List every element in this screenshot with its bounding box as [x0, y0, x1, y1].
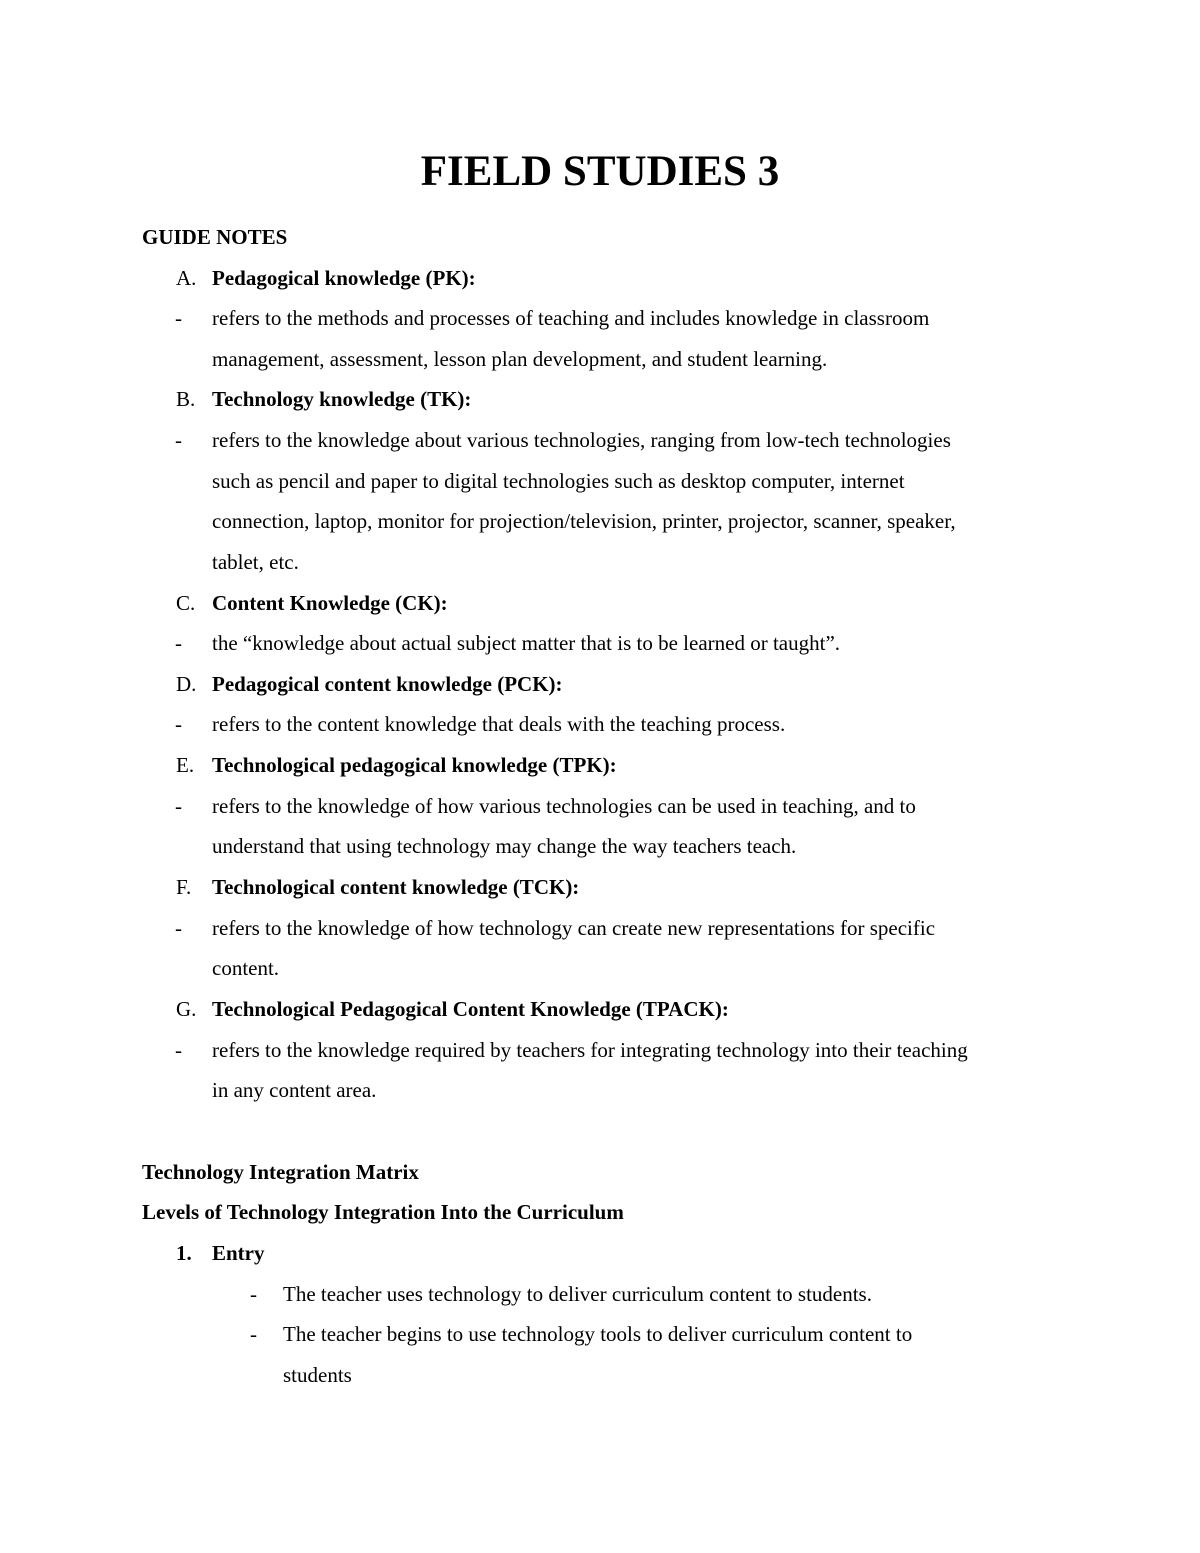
item-dash: -: [175, 916, 182, 940]
item-dash: -: [175, 306, 182, 330]
item-desc-line: refers to the knowledge of how technology can create new representations for specific: [212, 916, 936, 940]
level-bullet-line: The teacher begins to use technology tools to deliver curriculum content to: [283, 1322, 913, 1346]
item-desc-line: such as pencil and paper to digital technologies such as desktop computer, internet: [212, 469, 905, 493]
item-desc-line: in any content area.: [212, 1078, 377, 1102]
item-term: Technology knowledge (TK):: [212, 387, 472, 411]
item-term: Pedagogical knowledge (PK):: [212, 266, 476, 290]
item-letter: F.: [176, 875, 192, 899]
item-term: Technological Pedagogical Content Knowledge (TPACK):: [212, 997, 729, 1021]
item-desc-line: the “knowledge about actual subject matter that is to be learned or taught”.: [212, 631, 841, 655]
matrix-heading: Technology Integration Matrix: [142, 1160, 419, 1184]
item-dash: -: [175, 1038, 182, 1062]
document-title: FIELD STUDIES 3: [420, 148, 780, 195]
item-letter: E.: [176, 753, 195, 777]
level-bullet-line: students: [283, 1363, 352, 1387]
levels-heading: Levels of Technology Integration Into the Curriculum: [142, 1200, 624, 1224]
item-letter: A.: [176, 266, 197, 290]
item-desc-line: connection, laptop, monitor for projection/television, printer, projector, scanner, speaker,: [212, 509, 956, 533]
item-letter: G.: [176, 997, 197, 1021]
item-desc-line: content.: [212, 956, 280, 980]
item-term: Technological pedagogical knowledge (TPK):: [212, 753, 617, 777]
item-desc-line: refers to the knowledge required by teachers for integrating technology into their teaching: [212, 1038, 968, 1062]
level-bullet-dash: -: [250, 1282, 257, 1306]
item-desc-line: refers to the knowledge of how various technologies can be used in teaching, and to: [212, 794, 916, 818]
level-bullet-dash: -: [250, 1322, 257, 1346]
item-term: Content Knowledge (CK):: [212, 591, 448, 615]
item-term: Technological content knowledge (TCK):: [212, 875, 580, 899]
level-number: 1.: [176, 1241, 192, 1265]
item-desc-line: refers to the knowledge about various technologies, ranging from low-tech technologies: [212, 428, 951, 452]
item-dash: -: [175, 631, 182, 655]
item-dash: -: [175, 712, 182, 736]
item-desc-line: understand that using technology may change the way teachers teach.: [212, 834, 797, 858]
item-desc-line: management, assessment, lesson plan development, and student learning.: [212, 347, 828, 371]
item-dash: -: [175, 794, 182, 818]
item-dash: -: [175, 428, 182, 452]
item-letter: B.: [176, 387, 196, 411]
item-letter: D.: [176, 672, 197, 696]
guide-notes-heading: GUIDE NOTES: [142, 225, 288, 249]
item-desc-line: refers to the methods and processes of teaching and includes knowledge in classroom: [212, 306, 930, 330]
item-desc-line: refers to the content knowledge that deals with the teaching process.: [212, 712, 786, 736]
item-letter: C.: [176, 591, 196, 615]
item-desc-line: tablet, etc.: [212, 550, 299, 574]
level-bullet-line: The teacher uses technology to deliver curriculum content to students.: [283, 1282, 872, 1306]
level-name: Entry: [212, 1241, 265, 1265]
item-term: Pedagogical content knowledge (PCK):: [212, 672, 563, 696]
